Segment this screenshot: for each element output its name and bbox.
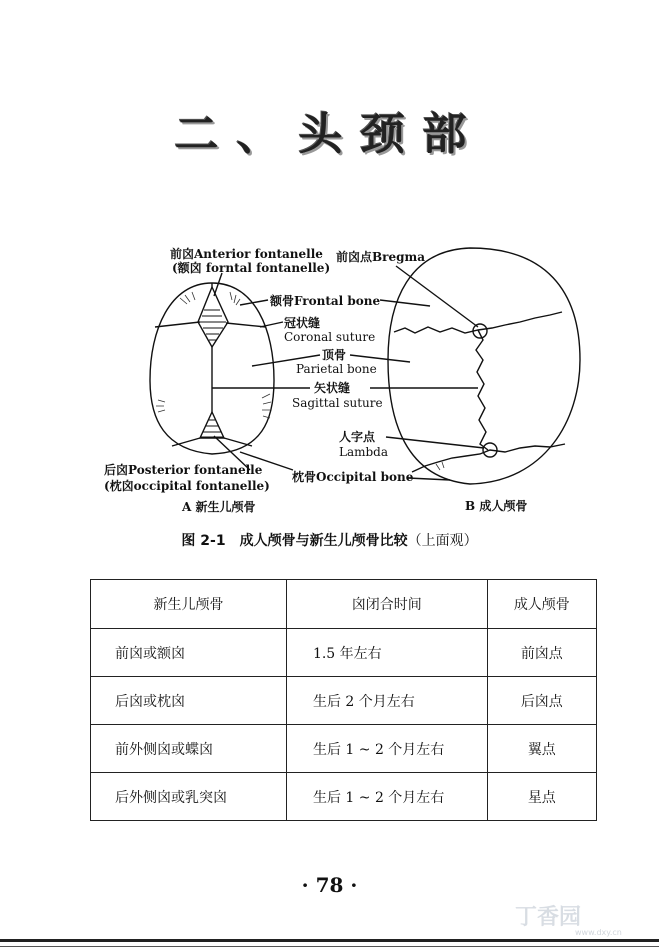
label-sagittal-suture-en: Sagittal suture	[292, 396, 383, 410]
label-frontal-bone: 额骨Frontal bone	[270, 294, 381, 308]
label-lambda-en: Lambda	[339, 445, 389, 459]
newborn-lambdoid-suture	[172, 438, 252, 446]
watermark-logo: 丁香园	[515, 905, 582, 930]
label-occipital-bone: 枕骨Occipital bone	[292, 470, 414, 484]
anterior-fontanelle-shape	[198, 287, 228, 347]
table-cell: 后囟点	[487, 677, 596, 725]
label-sagittal-suture-cn: 矢状缝	[314, 381, 351, 395]
table-cell: 后外侧囟或乳突囟	[91, 773, 287, 821]
table-cell: 后囟或枕囟	[91, 677, 287, 725]
fontanelle-comparison-table	[90, 579, 597, 821]
label-coronal-suture-cn: 冠状缝	[284, 316, 321, 330]
label-posterior-fontanelle: 后囟Posterior fontanelle	[104, 463, 263, 477]
table-row	[91, 629, 597, 677]
table-cell: 前外侧囟或蝶囟	[91, 725, 287, 773]
adult-lambdoid-suture	[412, 444, 565, 472]
adult-sagittal-suture	[476, 330, 488, 450]
leader-frontal-bone-right	[380, 300, 430, 306]
label-coronal-suture-en: Coronal suture	[284, 330, 376, 344]
watermark-url: www.dxy.cn	[575, 928, 622, 937]
table-cell: 生后 2 个月左右	[286, 677, 487, 725]
table-cell: 生后 1 ~ 2 个月左右	[286, 773, 487, 821]
leader-anterior-fontanelle	[214, 273, 222, 296]
page-title: 二、头颈部	[174, 109, 485, 160]
label-anterior-fontanelle: 前囟Anterior fontanelle	[170, 247, 323, 261]
label-parietal-bone-en: Parietal bone	[296, 362, 377, 376]
figure-caption-text: 图 2-1 成人颅骨与新生儿颅骨比较	[181, 533, 408, 549]
leader-bregma	[396, 266, 478, 327]
label-occipital-fontanelle: (枕囟occipital fontanelle)	[104, 479, 270, 493]
newborn-coronal-suture	[155, 322, 266, 327]
table-cell: 1.5 年左右	[286, 629, 487, 677]
label-bregma: 前囟点Bregma	[336, 250, 425, 264]
label-lambda-cn: 人字点	[339, 430, 376, 444]
adult-skull-outline	[388, 248, 580, 484]
table-row	[91, 677, 597, 725]
table-header-cell: 新生儿颅骨	[91, 580, 287, 629]
table-cell: 生后 1 ~ 2 个月左右	[286, 725, 487, 773]
leader-parietal-right	[350, 355, 410, 362]
table-header-cell: 囟闭合时间	[286, 580, 487, 629]
table-header-cell: 成人颅骨	[487, 580, 596, 629]
figure-caption	[0, 530, 659, 550]
leader-lambda	[386, 437, 484, 448]
page-number: · 78 ·	[301, 873, 358, 897]
figure-caption-note: （上面观）	[407, 533, 478, 549]
table-header-row	[91, 580, 597, 629]
table-cell: 前囟点	[487, 629, 596, 677]
table-cell: 翼点	[487, 725, 596, 773]
table-cell: 前囟或额囟	[91, 629, 287, 677]
bottom-rule-thin	[0, 946, 659, 947]
label-adult-skull: B 成人颅骨	[465, 499, 528, 513]
label-frontal-fontanelle: (额囟 forntal fontanelle)	[172, 261, 331, 275]
posterior-fontanelle-shape	[200, 412, 224, 438]
table-cell: 星点	[487, 773, 596, 821]
adult-coronal-suture	[394, 312, 562, 333]
table-row	[91, 773, 597, 821]
table-row	[91, 725, 597, 773]
label-newborn-skull: A 新生儿颅骨	[182, 500, 256, 514]
label-parietal-bone-cn: 顶骨	[322, 348, 347, 362]
bottom-rule	[0, 939, 659, 942]
